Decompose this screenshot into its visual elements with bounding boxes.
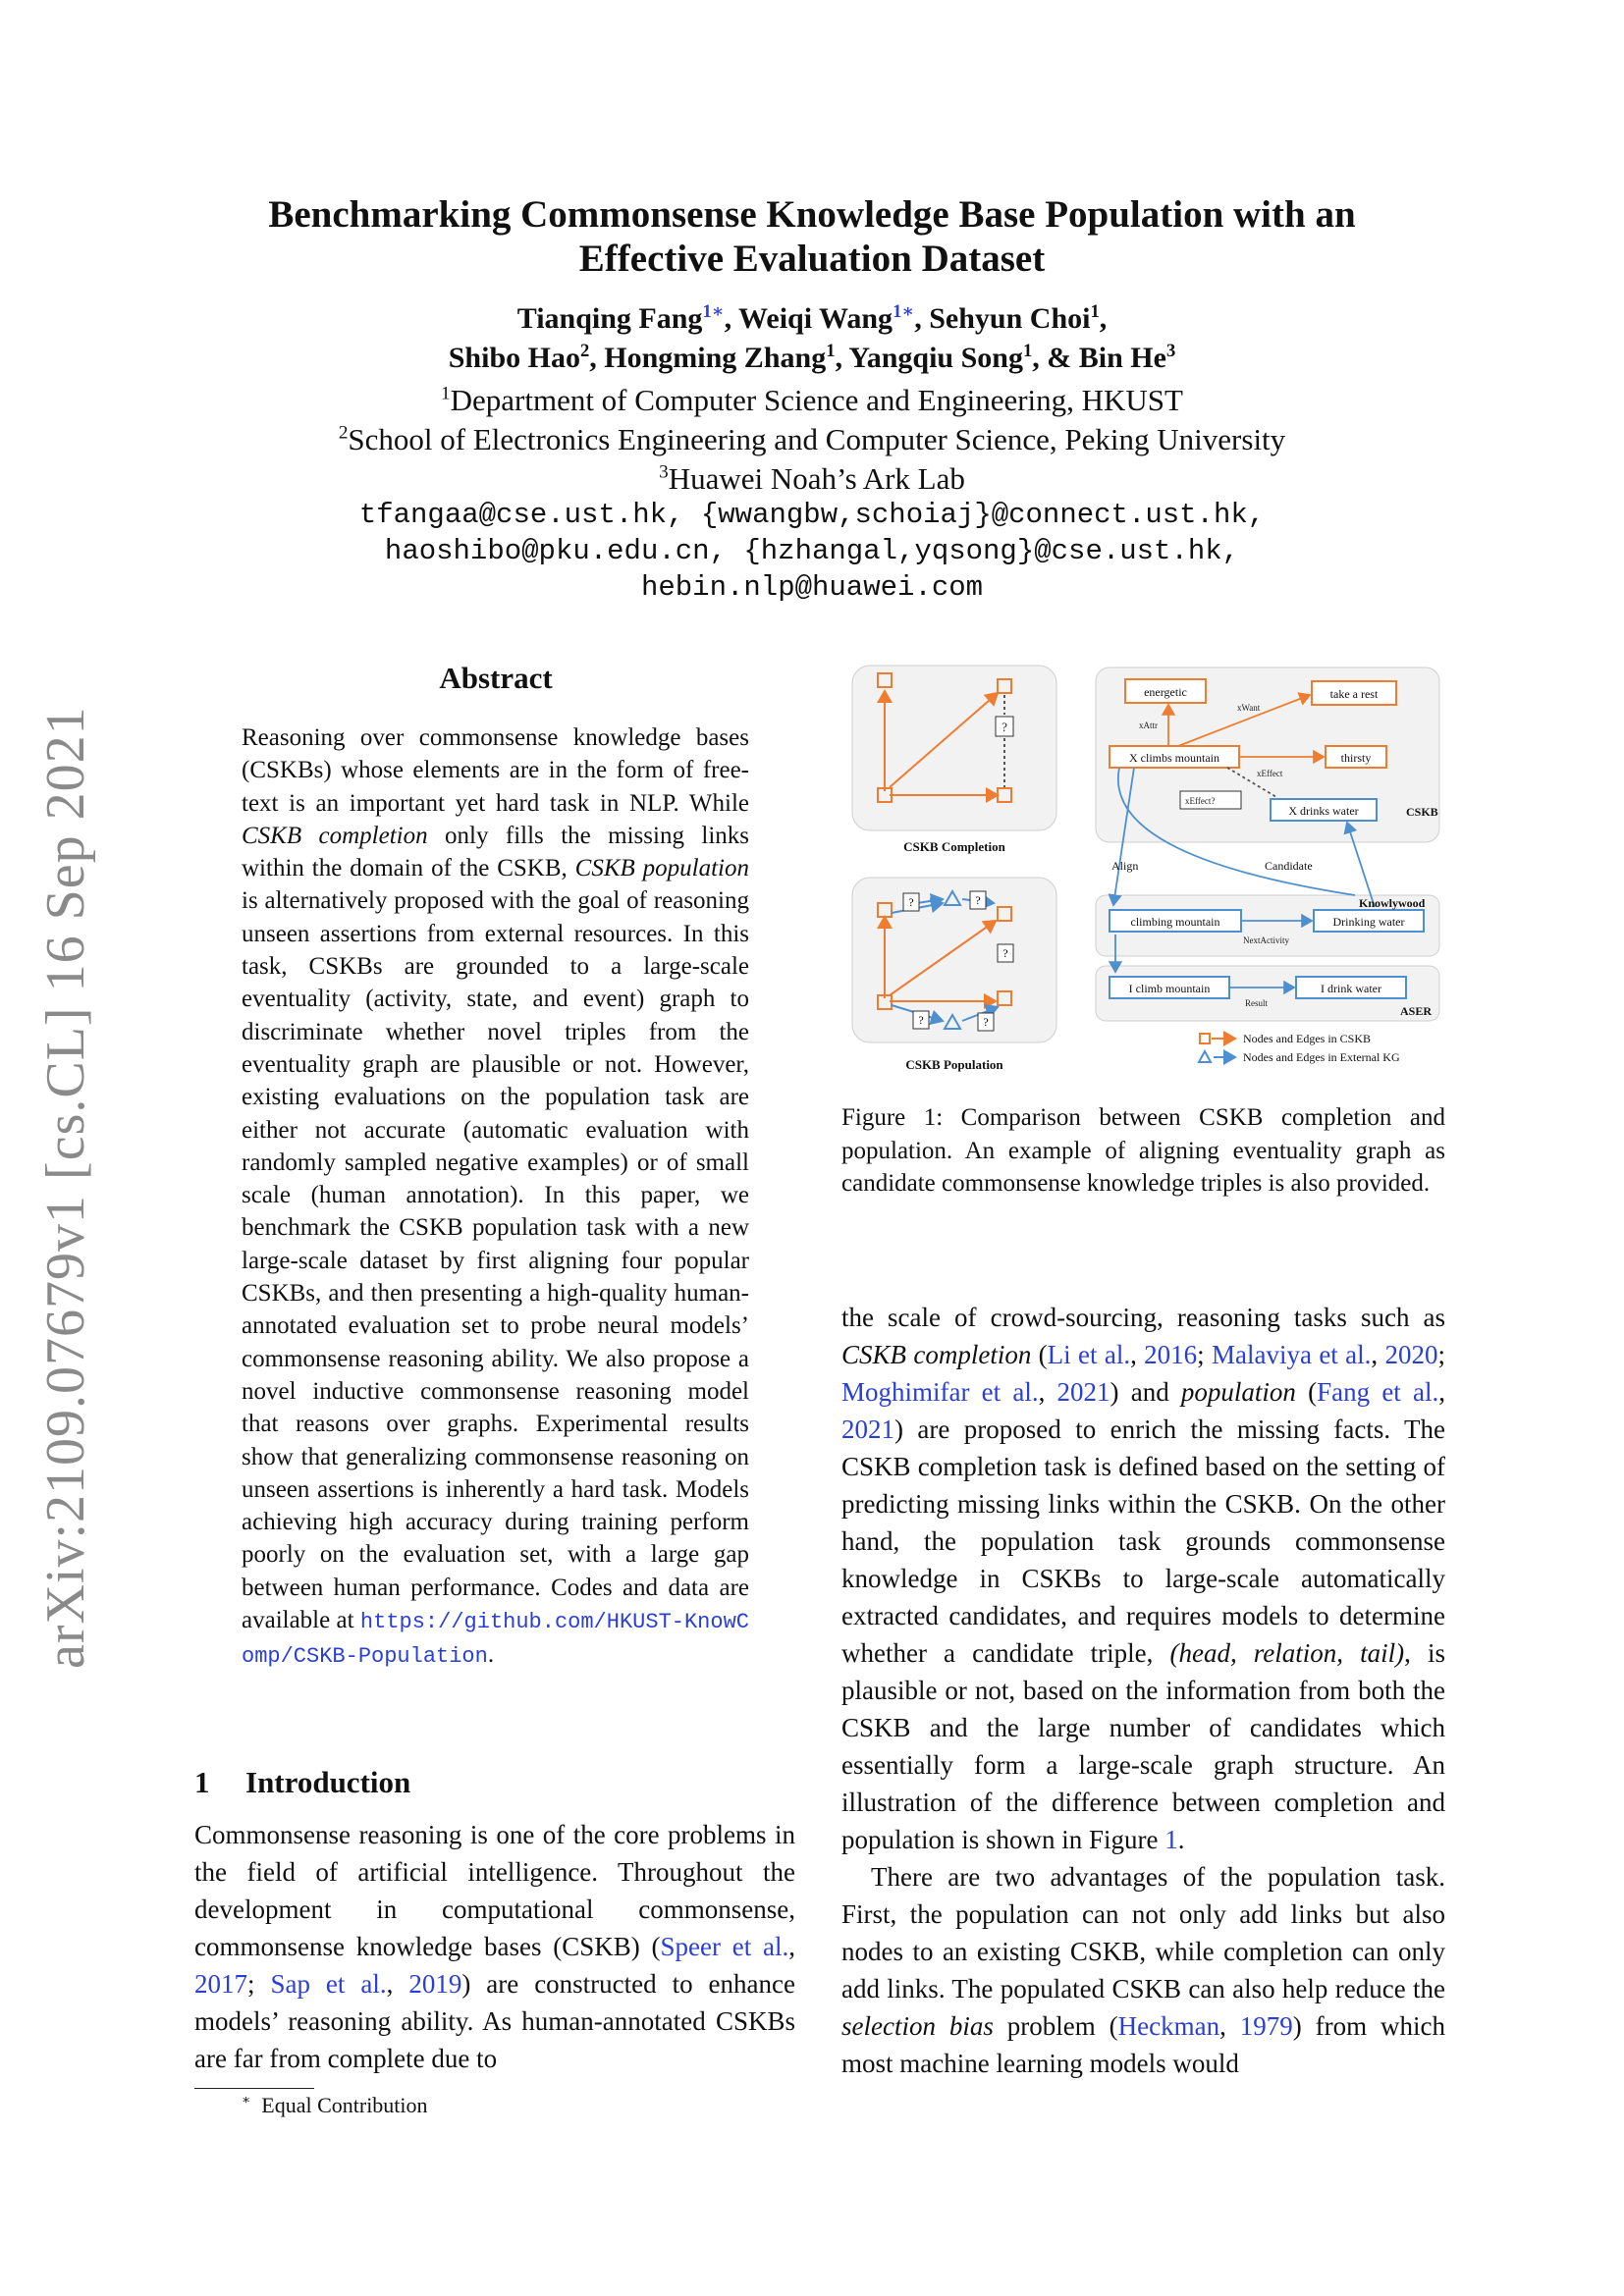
author-name: , & Bin He bbox=[1032, 342, 1166, 374]
author-name: , Weiqi Wang bbox=[724, 302, 893, 335]
author-sup: 1 bbox=[1022, 341, 1033, 361]
right-paragraph-2: There are two advantages of the population task. First, the population can not only add links but also nodes to an existing CSKB, while completion can only add links. The populated CSKB can also help reduce the selection bias problem (Heckman, 1979) from which most machine learning models would bbox=[841, 1862, 1445, 2078]
affiliations bbox=[0, 381, 1624, 499]
footnote-rule bbox=[194, 2088, 314, 2089]
node-i-drink: I drink water bbox=[1321, 982, 1381, 995]
population-label: CSKB Population bbox=[905, 1057, 1003, 1072]
abstract-text: is alternatively proposed with the goal of reasoning unseen assertions from external resources. In this task, CSKBs are grounded to a large-scale eventuality (activity, state, and event) graph to discriminate whether novel triples from the eventuality graph are plausible or not. However, existing evaluations on the population task are either not accurate (automatic evaluation with randomly sampled negative examples) or of small scale (human annotation). In this paper, we benchmark the CSKB population task with a new large-scale dataset by first aligning four popular CSKBs, and then presenting a high-quality human-annotated evaluation set to probe neural models’ commonsense reasoning ability. We also propose a novel inductive commonsense reasoning model that reasons over graphs. Experimental results show that generalizing commonsense reasoning on unseen assertions is inherently a hard task. Models achieving high accuracy during training perform poorly on the evaluation set, with a large gap between human performance. Codes and data are available at bbox=[242, 887, 749, 1634]
node-take-a-rest: take a rest bbox=[1329, 687, 1379, 701]
abstract-body bbox=[242, 721, 749, 1674]
figure-legend bbox=[1199, 1032, 1400, 1064]
label-candidate: Candidate bbox=[1265, 859, 1313, 873]
body-text: ( bbox=[1295, 1377, 1318, 1407]
question-mark: ? bbox=[908, 895, 914, 909]
author-line-1 bbox=[0, 299, 1624, 339]
label-align: Align bbox=[1111, 859, 1139, 873]
author-sep: , bbox=[1099, 302, 1108, 335]
abstract-emphasis: CSKB completion bbox=[242, 822, 428, 849]
citation-link[interactable]: Heckman bbox=[1117, 2011, 1220, 2041]
completion-label: CSKB Completion bbox=[903, 839, 1005, 854]
affiliation-sup: 2 bbox=[338, 422, 349, 444]
body-text: ) from which most machine learning models would bbox=[841, 2011, 1445, 2078]
node-thirsty: thirsty bbox=[1340, 751, 1372, 765]
citation-sep: ; bbox=[247, 1969, 271, 1999]
email-line-1: tfangaa@cse.ust.hk, {wwangbw,schoiaj}@connect.ust.hk, bbox=[358, 499, 1266, 531]
abstract-text: only fills the missing links within the domain of the CSKB, bbox=[242, 822, 749, 882]
code-url-link[interactable]: https://github.com/HKUST-KnowComp/CSKB-Population bbox=[242, 1610, 749, 1670]
citation-link[interactable]: Li et al. bbox=[1047, 1340, 1131, 1369]
author-sup: 2 bbox=[579, 341, 590, 361]
node-drinking: Drinking water bbox=[1332, 915, 1405, 929]
footnote-mark: ∗ bbox=[242, 2092, 251, 2108]
author-list bbox=[0, 299, 1624, 378]
title-line-2: Effective Evaluation Dataset bbox=[578, 238, 1046, 280]
node-climbing: climbing mountain bbox=[1130, 915, 1220, 929]
affiliation-sup: 1 bbox=[441, 383, 451, 404]
author-name: , Yangqiu Song bbox=[835, 342, 1023, 374]
body-text: ( bbox=[1031, 1340, 1048, 1369]
edge-xeffect: xEffect bbox=[1257, 769, 1283, 778]
author-line-2 bbox=[0, 339, 1624, 378]
citation-link[interactable]: Fang et al. bbox=[1317, 1377, 1439, 1407]
label-cskb: CSKB bbox=[1406, 805, 1438, 819]
email-line-2: haoshibo@pku.edu.cn, {hzhangal,yqsong}@cse.ust.hk, bbox=[384, 535, 1240, 567]
citation-link[interactable]: 2019 bbox=[408, 1969, 462, 1999]
title-line-1: Benchmarking Commonsense Knowledge Base Population with an bbox=[268, 193, 1356, 236]
figure-caption: Figure 1: Comparison between CSKB completion and population. An example of aligning eventuality graph as candidate commonsense knowledge triples is also provided. bbox=[841, 1104, 1445, 1197]
question-mark: ? bbox=[1001, 720, 1007, 734]
footnote bbox=[242, 2093, 428, 2118]
body-emphasis: CSKB completion bbox=[841, 1340, 1032, 1369]
citation-link[interactable]: 2020 bbox=[1384, 1340, 1438, 1369]
body-text: ) and bbox=[1110, 1377, 1181, 1407]
affiliation-text: Huawei Noah’s Ark Lab bbox=[668, 461, 965, 496]
completion-panel bbox=[852, 666, 1056, 830]
author-sup: 1∗ bbox=[702, 301, 725, 322]
node-x-climbs: X climbs mountain bbox=[1129, 751, 1219, 765]
citation-link[interactable]: 2016 bbox=[1144, 1340, 1198, 1369]
paper-title bbox=[0, 192, 1624, 281]
affiliation-text: Department of Computer Science and Engineering, HKUST bbox=[450, 383, 1183, 417]
affiliation-3 bbox=[0, 459, 1624, 499]
question-mark: ? bbox=[975, 893, 981, 907]
legend-cskb: Nodes and Edges in CSKB bbox=[1243, 1032, 1371, 1045]
arxiv-stamp: arXiv:2109.07679v1 [cs.CL] 16 Sep 2021 bbox=[35, 706, 96, 1669]
intro-text: ) are constructed to enhance models’ reasoning ability. As human-annotated CSKBs are far from complete due to bbox=[194, 1969, 795, 2073]
affiliation-sup: 3 bbox=[659, 461, 669, 483]
edge-xeffect-q: xEffect? bbox=[1185, 796, 1216, 806]
node-x-drinks: X drinks water bbox=[1288, 804, 1359, 818]
question-mark: ? bbox=[983, 1015, 989, 1029]
body-text: problem ( bbox=[993, 2011, 1118, 2041]
author-name: , Hongming Zhang bbox=[589, 342, 827, 374]
body-emphasis: selection bias bbox=[841, 2011, 994, 2041]
body-text: , is plausible or not, based on the information from both the CSKB and the large number of candidates which essentially form a large-scale graph structure. An illustration of the difference between completion and population is shown in Figure bbox=[841, 1638, 1445, 1854]
citation-link[interactable]: Moghimifar et al. bbox=[841, 1377, 1039, 1407]
node-i-climb: I climb mountain bbox=[1128, 982, 1211, 995]
question-mark: ? bbox=[1002, 946, 1008, 960]
author-name: Shibo Hao bbox=[448, 342, 580, 374]
edge-xattr: xAttr bbox=[1139, 721, 1158, 730]
body-text: ) are proposed to enrich the missing facts. The CSKB completion task is defined based on the setting of predicting missing links within the CSKB. On the other hand, the population task grounds commonsense knowledge in CSKBs to large-scale automatically extracted candidates, and requires models to determine whether a candidate triple, bbox=[841, 1415, 1445, 1668]
body-text: There are two advantages of the population task. First, the population can not only add links but also nodes to an existing CSKB, while completion can only add links. The populated CSKB can also help reduce the bbox=[841, 1862, 1445, 2003]
body-emphasis: population bbox=[1180, 1377, 1296, 1407]
author-name: Tianqing Fang bbox=[516, 302, 703, 335]
footnote-text: Equal Contribution bbox=[261, 2093, 428, 2117]
figure-1 bbox=[844, 660, 1445, 1084]
citation-link[interactable]: 1979 bbox=[1239, 2011, 1293, 2041]
email-line-3: hebin.nlp@huawei.com bbox=[640, 571, 984, 604]
figure-ref-link[interactable]: 1 bbox=[1164, 1825, 1178, 1854]
abstract-heading: Abstract bbox=[439, 661, 553, 695]
question-mark: ? bbox=[918, 1013, 924, 1027]
abstract-text: Reasoning over commonsense knowledge bases (CSKBs) whose elements are in the form of free-text is an important yet hard task in NLP. While bbox=[242, 724, 749, 817]
edge-result: Result bbox=[1245, 998, 1269, 1008]
citation-link[interactable]: 2021 bbox=[1056, 1377, 1110, 1407]
author-sup: 1 bbox=[1090, 301, 1100, 322]
section-number: 1 bbox=[194, 1765, 210, 1799]
right-column bbox=[841, 1299, 1445, 2082]
affiliation-1 bbox=[0, 381, 1624, 420]
label-aser: ASER bbox=[1400, 1004, 1433, 1018]
author-emails bbox=[0, 497, 1624, 606]
section-title: Introduction bbox=[245, 1765, 411, 1799]
affiliation-2 bbox=[0, 420, 1624, 459]
body-text: the scale of crowd-sourcing, reasoning tasks such as bbox=[841, 1303, 1445, 1332]
affiliation-text: School of Electronics Engineering and Computer Science, Peking University bbox=[348, 422, 1286, 456]
node-energetic: energetic bbox=[1144, 685, 1187, 699]
citation-link[interactable]: 2017 bbox=[194, 1969, 247, 1999]
body-text: . bbox=[1177, 1825, 1185, 1854]
author-sup: 1 bbox=[826, 341, 836, 361]
author-sup: 1∗ bbox=[893, 301, 915, 322]
citation-sep: ; bbox=[1437, 1340, 1445, 1369]
body-emphasis: (head, relation, tail) bbox=[1169, 1638, 1405, 1668]
intro-paragraph: Commonsense reasoning is one of the core problems in the field of artificial intelligence. Throughout the development in computational commonsense, commonsense knowledge bases (CSKB) (Speer et al., 2017; Sap et al., 2019) are constructed to enhance models’ reasoning ability. As human-annotated CSKBs are far from complete due to bbox=[194, 1820, 795, 2073]
abstract-emphasis: CSKB population bbox=[574, 855, 749, 882]
abstract-text: . bbox=[487, 1641, 495, 1669]
edge-nextactivity: NextActivity bbox=[1243, 935, 1289, 945]
author-sup: 3 bbox=[1165, 341, 1176, 361]
citation-link[interactable]: 2021 bbox=[841, 1415, 894, 1444]
label-knowlywood: Knowlywood bbox=[1359, 896, 1426, 910]
citation-sep: ; bbox=[1197, 1340, 1213, 1369]
intro-text: Commonsense reasoning is one of the core problems in the field of artificial intelligence. Throughout the development in computational commonsense, commonsense knowledge bases (CSKB) ( bbox=[194, 1820, 795, 1961]
author-name: , Sehyun Choi bbox=[914, 302, 1091, 335]
citation-link[interactable]: Speer et al. bbox=[660, 1932, 789, 1961]
citation-link[interactable]: Malaviya et al. bbox=[1212, 1340, 1372, 1369]
section-heading-introduction bbox=[194, 1765, 410, 1800]
edge-xwant: xWant bbox=[1237, 703, 1261, 713]
citation-link[interactable]: Sap et al. bbox=[270, 1969, 387, 1999]
legend-external: Nodes and Edges in External KG bbox=[1243, 1050, 1400, 1064]
right-paragraph-1: the scale of crowd-sourcing, reasoning tasks such as CSKB completion (Li et al., 2016; Malaviya et al., 2020; Moghimifar et al., 2021) and population (Fang et al., 2021) are proposed to enrich the missing facts. The CSKB completion task is defined based on the setting of predicting missing links within the CSKB. On the other hand, the population task grounds commonsense knowledge in CSKBs to large-scale automatically extracted candidates, and requires models to determine whether a candidate triple, (head, relation, tail), is plausible or not, based on the information from both the CSKB and the large number of candidates which essentially form a large-scale graph structure. An illustration of the difference between completion and population is shown in Figure 1. bbox=[841, 1303, 1445, 1854]
